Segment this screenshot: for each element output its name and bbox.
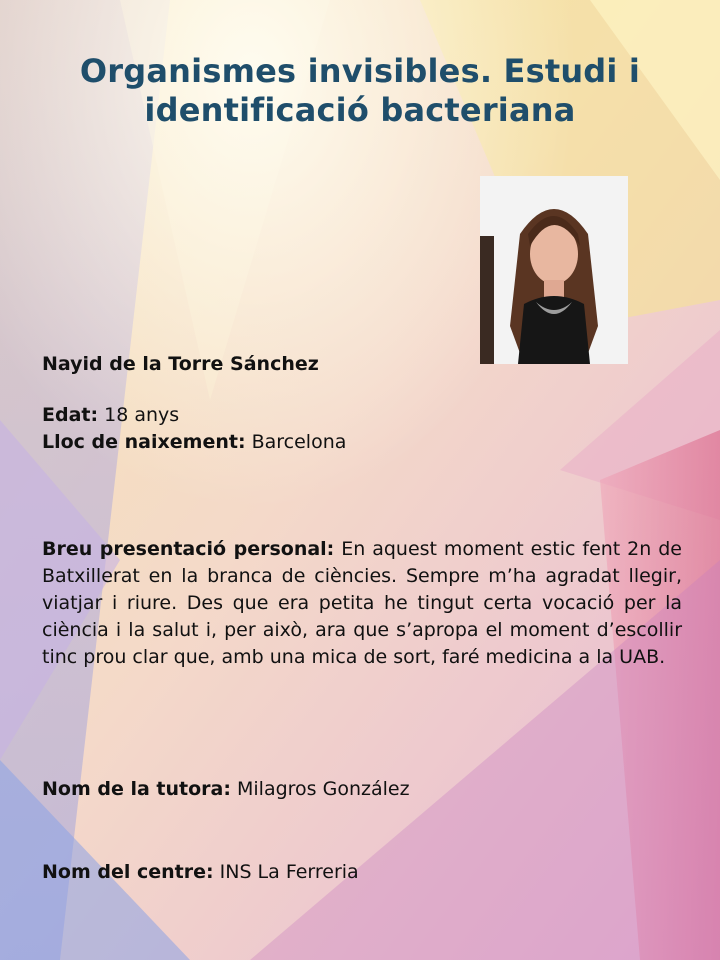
school-label: Nom del centre: [42,861,214,883]
tutor-row [42,777,410,801]
portrait-illustration [480,176,628,364]
age-row [42,403,179,427]
portrait-photo [480,176,628,364]
tutor-value: Milagros González [237,778,410,800]
page-title: Organismes invisibles. Estudi i identificació bacteriana [79,52,641,129]
age-label: Edat: [42,404,99,426]
birthplace-row [42,430,346,454]
age-value: 18 anys [104,404,180,426]
tutor-label: Nom de la tutora: [42,778,231,800]
school-value: INS La Ferreria [219,861,359,883]
student-name: Nayid de la Torre Sánchez [42,353,319,375]
personal-presentation [42,536,682,671]
school-row [42,860,359,884]
birthplace-value: Barcelona [251,431,347,453]
presentation-text: En aquest moment estic fent 2n de Batxillerat en la branca de ciències. Sempre m’ha agradat llegir, viatjar i riure. Des que era petita he tingut certa vocació per la ciència i la salut i, per això, ara que s’apropa el moment d’escollir tinc prou clar que, amb una mica de sort, faré medicina a la UAB. [42,538,682,668]
presentation-label: Breu presentació personal: [42,538,335,560]
birthplace-label: Lloc de naixement: [42,431,246,453]
